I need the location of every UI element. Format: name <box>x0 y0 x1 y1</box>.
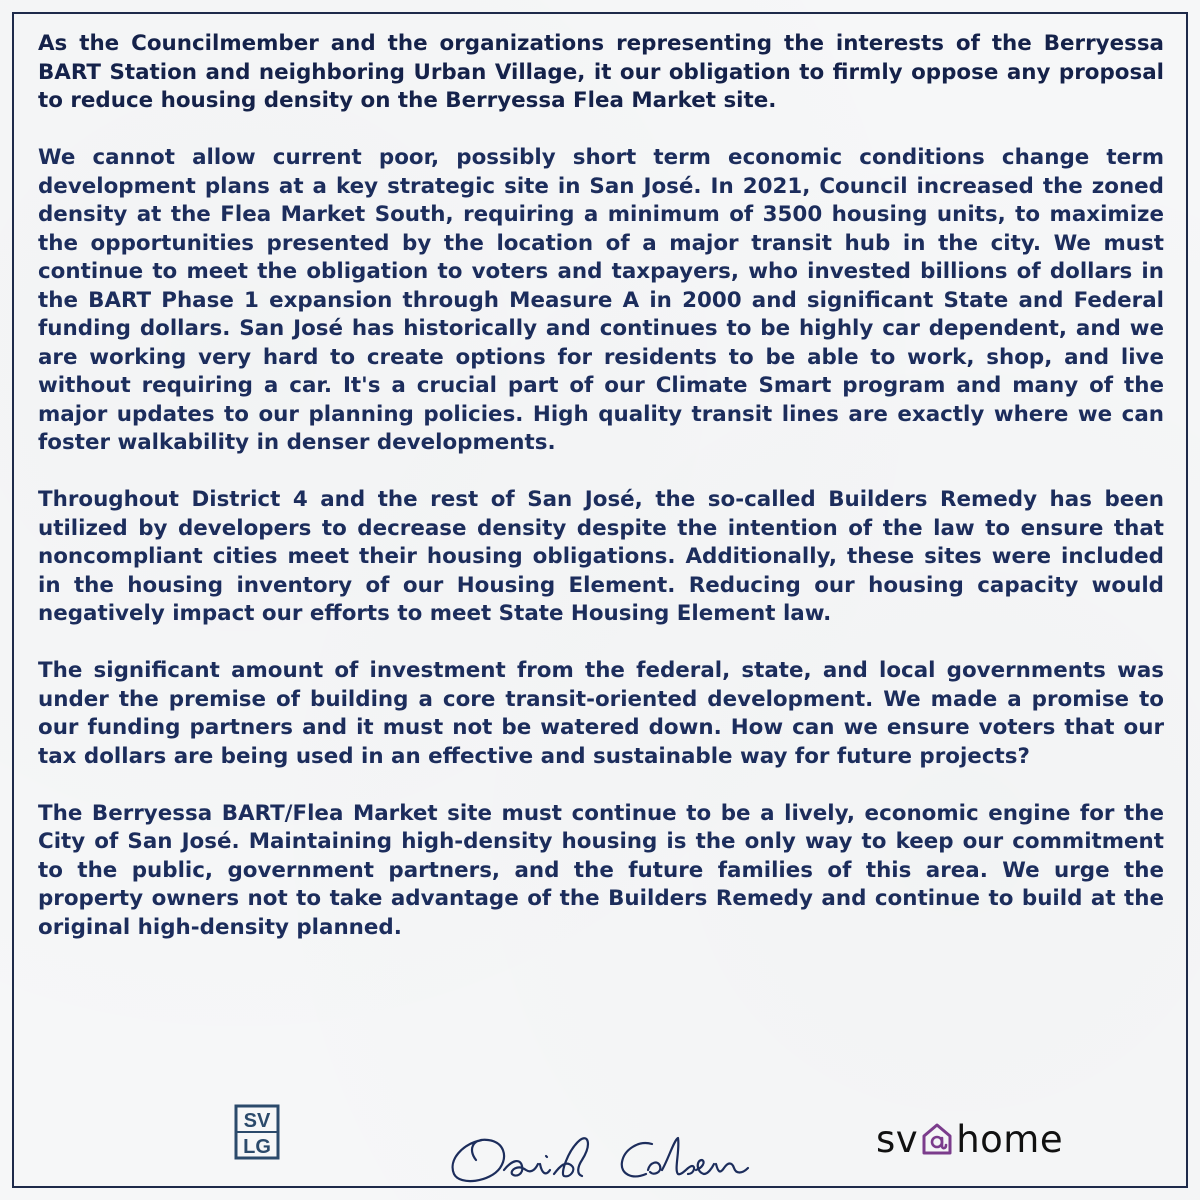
letter-paragraph-2: We cannot allow current poor, possibly short term economic conditions change term development plans at a key strategic site in San José. In 2021, Council increased the zoned density at the Flea Market South, requiring a minimum of 3500 housing units, to maximize the opportunities presented by the location of a major transit hub in the city. We must continue to meet the obligation to voters and taxpayers, who invested billions of dollars in the BART Phase 1 expansion through Measure A in 2000 and significant State and Federal funding dollars. San José has historically and continues to be highly car dependent, and we are working very hard to create options for residents to be able to work, shop, and live without requiring a car. It's a crucial part of our Climate Smart program and many of the major updates to our planning policies. High quality transit lines are exactly where we can foster walkability in denser developments. <box>38 145 1164 455</box>
svhome-logo <box>876 1116 1063 1162</box>
svhome-logo-suffix: home <box>956 1117 1064 1161</box>
signature-icon <box>442 1130 752 1190</box>
house-at-icon <box>921 1122 953 1156</box>
footer-logos <box>0 1100 1200 1190</box>
letter-paragraph-4: The significant amount of investment from the federal, state, and local governments was under the premise of building a core transit-oriented development. We made a promise to our funding partners and it must not be watered down. How can we ensure voters that our tax dollars are being used in an effective and sustainable way for future projects? <box>38 658 1164 769</box>
letter-body <box>38 30 1164 971</box>
svhome-logo-prefix: sv <box>876 1117 919 1161</box>
letter-paragraph-1: As the Councilmember and the organizations representing the interests of the Berryessa BART Station and neighboring Urban Village, it our obligation to firmly oppose any proposal to reduce housing density on the Berryessa Flea Market site. <box>38 31 1164 113</box>
svlg-logo-top-text: SV <box>243 1110 271 1132</box>
svlg-logo-icon <box>234 1104 280 1160</box>
svlg-logo-bottom-text: LG <box>243 1136 271 1158</box>
letter-paragraph-3: Throughout District 4 and the rest of San José, the so-called Builders Remedy has been utilized by developers to decrease density despite the intention of the law to ensure that noncompliant cities meet their housing obligations. Additionally, these sites were included in the housing inventory of our Housing Element. Reducing our housing capacity would negatively impact our efforts to meet State Housing Element law. <box>38 487 1164 626</box>
letter-paragraph-5: The Berryessa BART/Flea Market site must continue to be a lively, economic engine for the City of San José. Maintaining high-density housing is the only way to keep our commitment to the public, government partners, and the future families of this area. We urge the property owners not to take advantage of the Builders Remedy and continue to build at the original high-density planned. <box>38 800 1164 940</box>
